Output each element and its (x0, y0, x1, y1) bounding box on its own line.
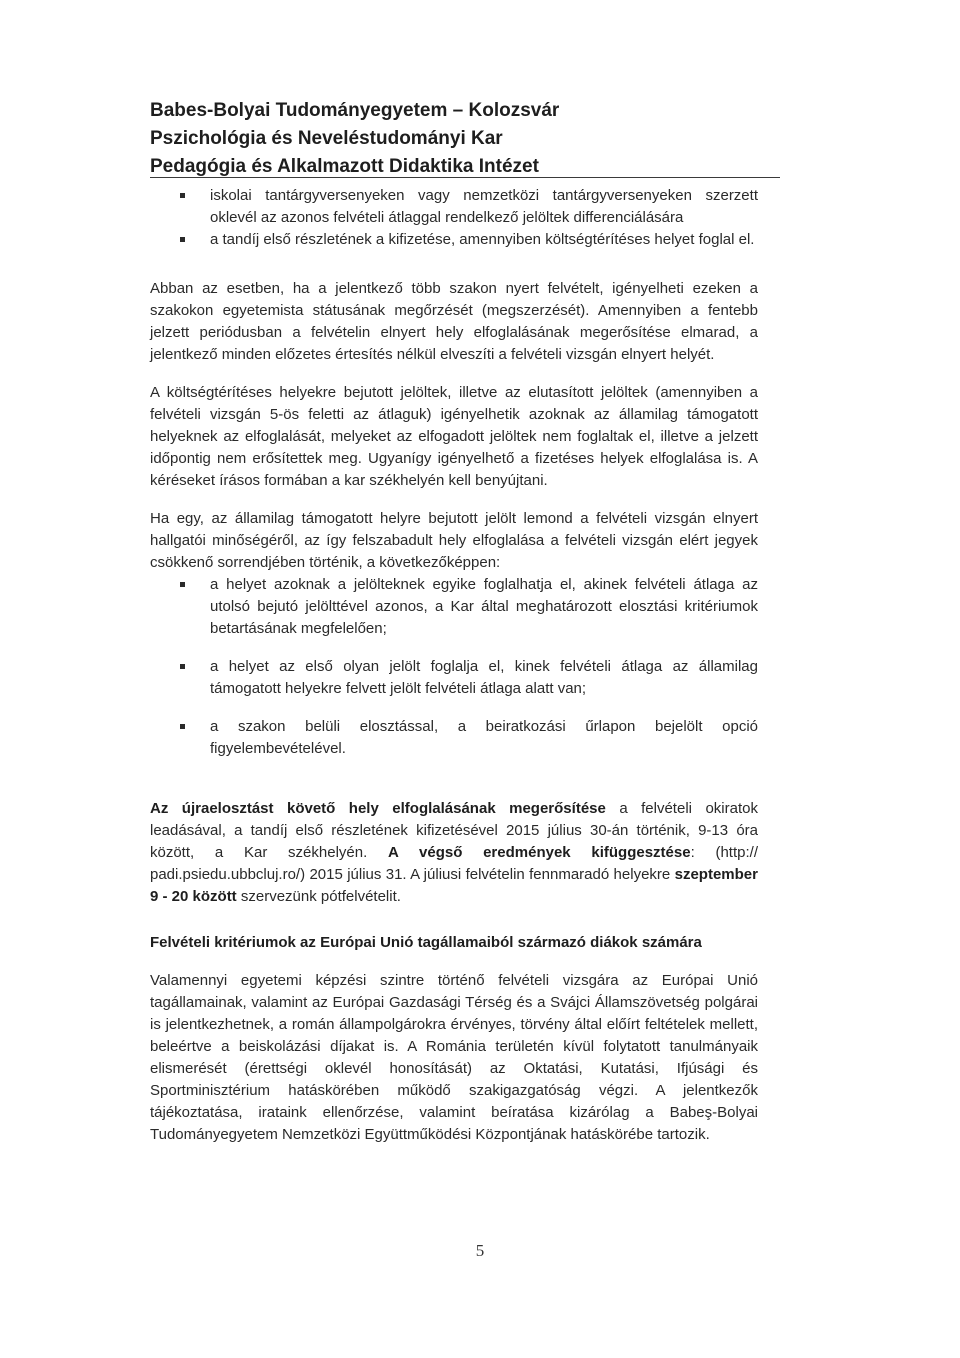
list-item: a helyet az első olyan jelölt foglalja el, kinek felvételi átlaga az államilag támogatott helyekre felvett jelölt felvételi átlaga alatt van; (150, 656, 758, 700)
list-item: a tandíj első részletének a kifizetése, amennyiben költségtérítéses helyet foglal el. (150, 229, 758, 251)
paragraph-eu-admission: Valamennyi egyetemi képzési szintre történő felvételi vizsgára az Európai Unió tagállamainak, valamint az Európai Gazdasági Térség és a Svájci Államszövetség polgárai is jelentkezhetnek, a román állampolgárokra érvényes, törvény által előírt feltételek mellett, beleértve a beiskolázási díjakat is. A Románia területén kívül folytatott tanulmányaik elismerését (érettségi oklevél honosítását) az Oktatási, Kutatási, Ifjúsági és Sportminisztérium hatáskörében működő szakigazgatóság végzi. A jelentkezők tájékoztatása, irataink ellenőrzése, valamint beíratása kizárólag a Babeş-Bolyai Tudományegyetem Nemzetközi Együttműködési Központjának hatáskörébe tartozik. (150, 972, 758, 1143)
list-item: a szakon belüli elosztással, a beiratkozási űrlapon bejelölt opció figyelembevételével. (150, 716, 758, 760)
institution-header (150, 97, 780, 181)
document-body (150, 185, 758, 1146)
header-divider (150, 177, 780, 178)
bold-phrase: Az újraelosztást követő hely elfoglalásának megerősítése (150, 800, 606, 817)
section-heading: Felvételi kritériumok az Európai Unió tagállamaiból származó diákok számára (150, 934, 702, 951)
paragraph-reallocation-request: A költségtérítéses helyekre bejutott jelöltek, illetve az elutasított jelöltek (amennyiben a felvételi vizsgán 5-ös feletti az átlaguk) igényelhetik azoknak az államilag támogatott helyeknek az elfoglalását, melyeket az elfogadott jelöltek nem foglaltak el, illetve a jelzett időpontig nem erősítettek meg. Ugyanígy igényelhető a fizetéses helyek elfoglalása is. A kéréseket írásos formában a kar székhelyén kell benyújtani. (150, 384, 758, 489)
reallocation-list (150, 574, 758, 760)
university-name: Babes-Bolyai Tudományegyetem – Kolozsvár (150, 100, 560, 121)
bold-phrase: szeptember 9 - 20 között (150, 866, 758, 905)
list-item: a helyet azoknak a jelölteknek egyike foglalhatja el, akinek felvételi átlaga az utolsó bejutó jelölttével azonos, a Kar által meghatározott elosztási kritériumok betartásának megfelelően; (150, 574, 758, 640)
paragraph-withdrawal: Ha egy, az államilag támogatott helyre bejutott jelölt lemond a felvételi vizsgán elnyert hallgatói minőségéről, az így felszabadult hely elfoglalása a felvételi vizsgán elért jegyek csökkenő sorrendjében történik, a következőképpen: (150, 510, 758, 571)
bold-phrase: A végső eredmények kifüggesztése (388, 844, 691, 861)
list-item: iskolai tantárgyversenyeken vagy nemzetközi tantárgyversenyeken szerzett oklevél az azonos felvételi átlaggal rendelkező jelöltek differenciálására (150, 185, 758, 229)
page-number: 5 (475, 1241, 485, 1260)
criteria-list (150, 185, 758, 251)
institute-name: Pedagógia és Alkalmazott Didaktika Intézet (150, 156, 539, 177)
faculty-name: Pszichológia és Neveléstudományi Kar (150, 128, 503, 149)
paragraph-confirmation: Az újraelosztást követő hely elfoglalásának megerősítése a felvételi okiratok leadásával, a tandíj első részletének kifizetésével 2015 július 30-án történik, 9-13 óra között, a Kar székhelyén. A végső eredmények kifüggesztése: (http:// padi.psiedu.ubbcluj.ro/) 2015 július 31. A júliusi felvételin fennmaradó helyekre szeptember 9 - 20 között szervezünk pótfelvételit. (150, 800, 758, 905)
paragraph-multiple-programs: Abban az esetben, ha a jelentkező több szakon nyert felvételt, igényelheti ezeken a szakokon egyetemista státusának megőrzését (megszerzését). Amennyiben a fentebb jelzett periódusban a felvételin elnyert hely elfoglalásának megerősítése elmarad, a jelentkező minden előzetes értesítés nélkül elveszíti a felvételi vizsgán elnyert helyét. (150, 280, 758, 363)
